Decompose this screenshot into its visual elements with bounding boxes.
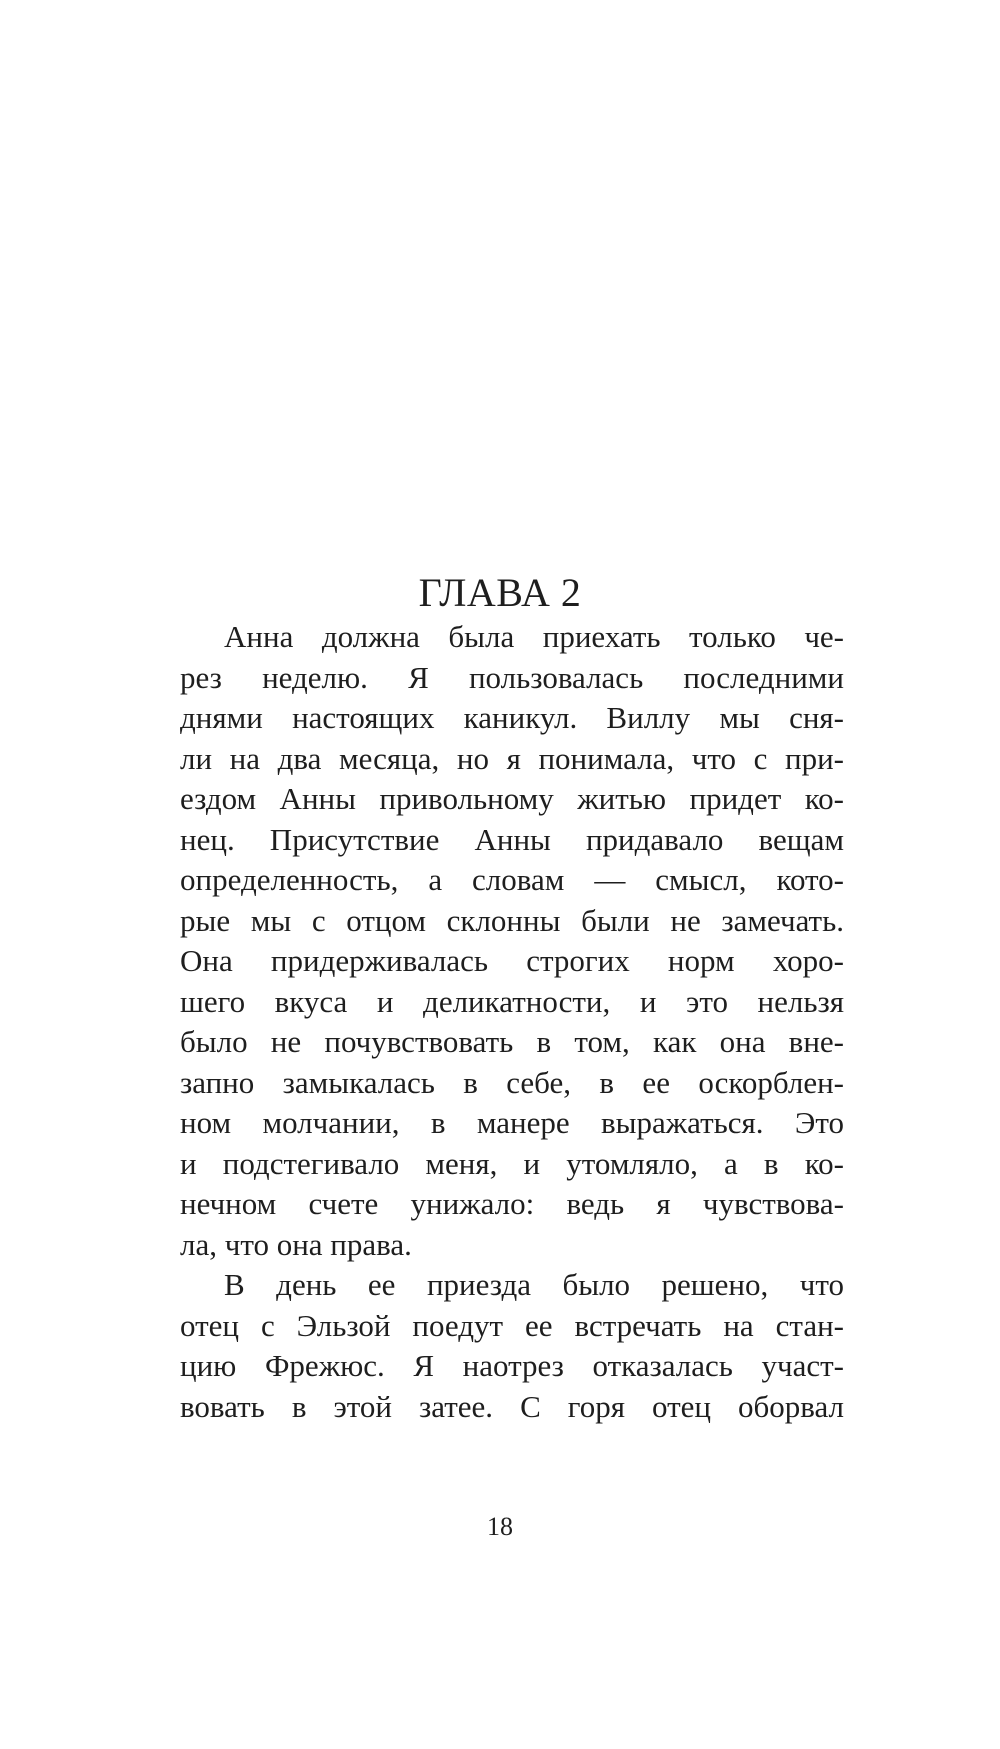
text-line: нечном счете унижало: ведь я чувствова-	[180, 1186, 844, 1221]
text-line: Она придерживалась строгих норм хоро-	[180, 943, 844, 978]
text-line: ном молчании, в манере выражаться. Это	[180, 1105, 844, 1140]
chapter-title: ГЛАВА 2	[418, 569, 582, 615]
text-line: рые мы с отцом склонны были не замечать.	[180, 902, 844, 938]
text-line: рез неделю. Я пользовалась последними	[180, 659, 844, 695]
text-line: определенность, а словам — смысл, кото-	[180, 862, 844, 897]
page-number: 18	[487, 1512, 513, 1541]
text-line: отец с Эльзой поедут ее встречать на стан-	[180, 1307, 844, 1343]
chapter-body	[180, 617, 844, 1427]
text-line: В день ее приезда было решено, что	[224, 1267, 844, 1302]
text-line: шего вкуса и деликатности, и это нельзя	[180, 983, 844, 1019]
text-line: запно замыкалась в себе, в ее оскорблен-	[180, 1064, 844, 1100]
text-line: и подстегивало меня, и утомляло, а в ко-	[180, 1145, 844, 1181]
text-line: вовать в этой затее. С горя отец оборвал	[180, 1388, 844, 1424]
text-line: нец. Присутствие Анны придавало вещам	[180, 821, 844, 857]
text-line: ездом Анны привольному житью придет ко-	[180, 781, 844, 816]
text-line: Анна должна была приехать только че-	[224, 619, 844, 654]
text-line: было не почувствовать в том, как она вне-	[180, 1024, 844, 1059]
text-line: днями настоящих каникул. Виллу мы сня-	[180, 700, 844, 735]
text-line: ли на два месяца, но я понимала, что с при-	[180, 740, 844, 776]
text-line: ла, что она права.	[180, 1226, 412, 1262]
text-line: цию Фрежюс. Я наотрез отказалась участ-	[180, 1348, 844, 1383]
